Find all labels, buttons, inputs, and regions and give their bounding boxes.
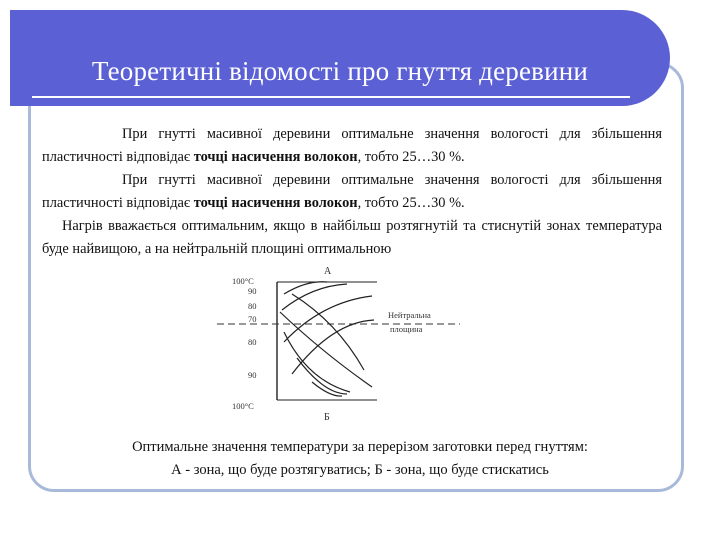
paragraph-1 (42, 123, 662, 169)
slide-title: Теоретичні відомості про гнуття деревини (91, 56, 589, 86)
isotherm-curve (284, 296, 372, 342)
isotherm-curve (292, 294, 364, 370)
paragraph-2-end: , тобто 25…30 %. (357, 195, 465, 211)
neutral-plane-label: площина (390, 324, 423, 334)
zone-a-label: А (324, 266, 332, 277)
temp-label: 100°С (232, 401, 254, 411)
temp-label: 70 (248, 314, 257, 324)
paragraph-2 (42, 169, 662, 215)
temperature-diagram (212, 262, 472, 427)
isotherm-curve (312, 382, 342, 396)
temp-label: 80 (248, 301, 257, 311)
paragraph-1-bold: точці насичення волокон (193, 149, 358, 165)
isotherm-curve (282, 284, 347, 310)
temp-label: 80 (248, 337, 257, 347)
temp-label: 90 (248, 370, 257, 380)
paragraph-2-text: При гнутті масивної деревини оптимальне значення вологості для збільшення пластичності відповідає (42, 172, 662, 211)
paragraph-1-text: При гнутті масивної деревини оптимальне значення вологості для збільшення пластичності відповідає (42, 126, 662, 165)
paragraph-3-text: Нагрів вважається оптимальним, якщо в найбільш розтягнутій та стиснутій зонах температура буде найвищою, а на нейтральній площині оптимальною (42, 218, 662, 257)
caption-line-1: Оптимальне значення температури за перерізом заготовки перед гнуттям: (132, 439, 588, 455)
isotherm-curve (284, 282, 327, 294)
zone-b-label: Б (324, 412, 330, 423)
figure-caption (40, 436, 680, 482)
title-bar (10, 10, 670, 106)
body-text (42, 123, 662, 261)
paragraph-1-end: , тобто 25…30 %. (357, 149, 465, 165)
temp-label: 90 (248, 286, 257, 296)
caption-line-2: А - зона, що буде розтягуватись; Б - зона, що буде стискатись (171, 462, 549, 478)
neutral-plane-label: Нейтральна (388, 310, 431, 320)
isotherm-curve (284, 332, 350, 392)
paragraph-2-bold: точці насичення волокон (193, 195, 358, 211)
paragraph-3 (42, 215, 662, 261)
temp-label: 100°С (232, 276, 254, 286)
